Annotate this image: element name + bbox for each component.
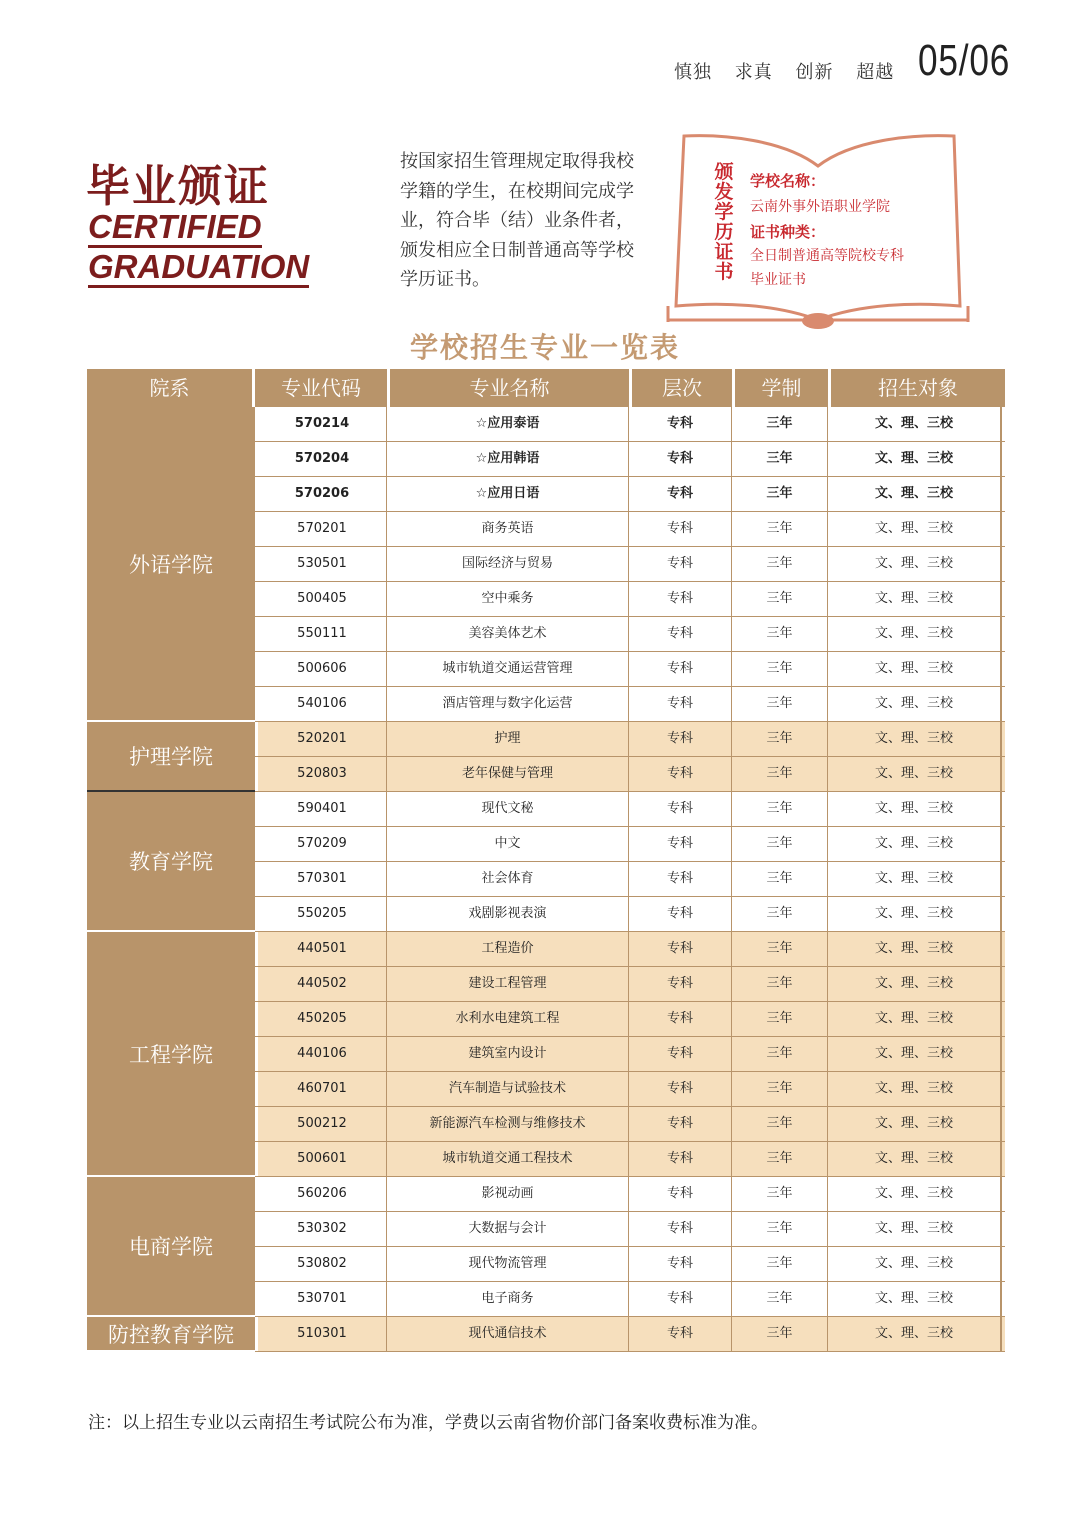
target-cell: 文、理、三校 bbox=[828, 827, 1002, 861]
target-cell: 文、理、三校 bbox=[828, 1002, 1002, 1036]
duration-cell: 三年 bbox=[732, 442, 828, 476]
target-cell: 文、理、三校 bbox=[828, 1177, 1002, 1211]
level-cell: 专科 bbox=[629, 792, 732, 826]
table-row bbox=[255, 1142, 1005, 1177]
duration-cell: 三年 bbox=[732, 862, 828, 896]
major-code-cell: 540106 bbox=[255, 687, 387, 721]
major-name-cell: 老年保健与管理 bbox=[387, 757, 629, 791]
school-name: 云南外事外语职业学院 bbox=[750, 199, 890, 215]
level-cell: 专科 bbox=[629, 442, 732, 476]
major-code-cell: 570301 bbox=[255, 862, 387, 896]
level-cell: 专科 bbox=[629, 407, 732, 441]
target-cell: 文、理、三校 bbox=[828, 442, 1002, 476]
department-group bbox=[87, 932, 1005, 1177]
duration-cell: 三年 bbox=[732, 897, 828, 931]
page-number: 05/06 bbox=[918, 36, 1011, 85]
major-code-cell: 550111 bbox=[255, 617, 387, 651]
table-row bbox=[255, 932, 1005, 967]
level-cell: 专科 bbox=[629, 1212, 732, 1246]
major-name-cell: 现代文秘 bbox=[387, 792, 629, 826]
level-cell: 专科 bbox=[629, 932, 732, 966]
table-row bbox=[255, 1317, 1005, 1352]
target-cell: 文、理、三校 bbox=[828, 1212, 1002, 1246]
page-title-en-line2: GRADUATION bbox=[88, 250, 309, 288]
page-title: 毕业颁证 bbox=[86, 161, 270, 212]
major-code-cell: 500601 bbox=[255, 1142, 387, 1176]
certificate-type-line2: 毕业证书 bbox=[750, 272, 806, 288]
major-name-cell: 现代通信技术 bbox=[387, 1317, 629, 1351]
target-cell: 文、理、三校 bbox=[828, 547, 1002, 581]
table-row bbox=[255, 617, 1005, 652]
major-name-cell: ☆应用韩语 bbox=[387, 442, 629, 476]
motto-word: 求真 bbox=[734, 62, 773, 83]
department-cell: 教育学院 bbox=[87, 792, 255, 932]
target-cell: 文、理、三校 bbox=[828, 1037, 1002, 1071]
target-cell: 文、理、三校 bbox=[828, 792, 1002, 826]
level-cell: 专科 bbox=[629, 827, 732, 861]
table-title: 学校招生专业一览表 bbox=[409, 331, 680, 364]
table-row bbox=[255, 1212, 1005, 1247]
table-row bbox=[255, 1247, 1005, 1282]
duration-cell: 三年 bbox=[732, 932, 828, 966]
footnote: 注：以上招生专业以云南招生考试院公布为准，学费以云南省物价部门备案收费标准为准。 bbox=[88, 1413, 768, 1433]
duration-cell: 三年 bbox=[732, 722, 828, 756]
motto bbox=[674, 58, 910, 84]
department-cell: 工程学院 bbox=[87, 932, 255, 1177]
duration-cell: 三年 bbox=[732, 1317, 828, 1351]
duration-cell: 三年 bbox=[732, 792, 828, 826]
target-cell: 文、理、三校 bbox=[828, 652, 1002, 686]
motto-word: 超越 bbox=[856, 62, 895, 83]
major-code-cell: 500212 bbox=[255, 1107, 387, 1141]
motto-word: 慎独 bbox=[674, 62, 712, 83]
table-row bbox=[255, 547, 1005, 582]
level-cell: 专科 bbox=[629, 617, 732, 651]
level-cell: 专科 bbox=[629, 652, 732, 686]
department-group bbox=[87, 1317, 1005, 1352]
major-code-cell: 500606 bbox=[255, 652, 387, 686]
level-cell: 专科 bbox=[629, 477, 732, 511]
target-cell: 文、理、三校 bbox=[828, 1072, 1002, 1106]
table-row bbox=[255, 512, 1005, 547]
table-row bbox=[255, 722, 1005, 757]
table-row bbox=[255, 1282, 1005, 1317]
target-cell: 文、理、三校 bbox=[828, 862, 1002, 896]
table-row bbox=[255, 407, 1005, 442]
table-header bbox=[87, 369, 1005, 407]
major-name-cell: 建筑室内设计 bbox=[387, 1037, 629, 1071]
duration-cell: 三年 bbox=[732, 687, 828, 721]
duration-cell: 三年 bbox=[732, 1282, 828, 1316]
table-body bbox=[87, 407, 1005, 1352]
level-cell: 专科 bbox=[629, 722, 732, 756]
major-code-cell: 570204 bbox=[255, 442, 387, 476]
major-code-cell: 500405 bbox=[255, 582, 387, 616]
major-name-cell: 现代物流管理 bbox=[387, 1247, 629, 1281]
duration-cell: 三年 bbox=[732, 1177, 828, 1211]
table-row bbox=[255, 757, 1005, 792]
level-cell: 专科 bbox=[629, 582, 732, 616]
major-code-cell: 560206 bbox=[255, 1177, 387, 1211]
duration-cell: 三年 bbox=[732, 1247, 828, 1281]
intro-paragraph: 按国家招生管理规定取得我校学籍的学生，在校期间完成学业，符合毕（结）业条件者，颁发相应全日制普通高等学校学历证书。 bbox=[400, 151, 634, 290]
duration-cell: 三年 bbox=[732, 512, 828, 546]
certificate-vertical-label: 颁发学历证书 bbox=[714, 161, 734, 283]
column-header: 专业名称 bbox=[390, 369, 632, 407]
major-code-cell: 530302 bbox=[255, 1212, 387, 1246]
major-name-cell: 国际经济与贸易 bbox=[387, 547, 629, 581]
level-cell: 专科 bbox=[629, 512, 732, 546]
target-cell: 文、理、三校 bbox=[828, 722, 1002, 756]
major-name-cell: ☆应用泰语 bbox=[387, 407, 629, 441]
duration-cell: 三年 bbox=[732, 1212, 828, 1246]
table-row bbox=[255, 477, 1005, 512]
level-cell: 专科 bbox=[629, 547, 732, 581]
department-group bbox=[87, 792, 1005, 932]
target-cell: 文、理、三校 bbox=[828, 897, 1002, 931]
level-cell: 专科 bbox=[629, 1107, 732, 1141]
level-cell: 专科 bbox=[629, 1002, 732, 1036]
table-row bbox=[255, 1002, 1005, 1037]
major-name-cell: 工程造价 bbox=[387, 932, 629, 966]
major-code-cell: 570201 bbox=[255, 512, 387, 546]
table-row bbox=[255, 967, 1005, 1002]
major-code-cell: 440501 bbox=[255, 932, 387, 966]
major-code-cell: 530701 bbox=[255, 1282, 387, 1316]
major-name-cell: 商务英语 bbox=[387, 512, 629, 546]
level-cell: 专科 bbox=[629, 1282, 732, 1316]
level-cell: 专科 bbox=[629, 1037, 732, 1071]
target-cell: 文、理、三校 bbox=[828, 757, 1002, 791]
major-code-cell: 570209 bbox=[255, 827, 387, 861]
major-code-cell: 550205 bbox=[255, 897, 387, 931]
major-code-cell: 440106 bbox=[255, 1037, 387, 1071]
department-group bbox=[87, 407, 1005, 722]
column-header: 专业代码 bbox=[255, 369, 390, 407]
major-name-cell: 护理 bbox=[387, 722, 629, 756]
major-name-cell: 建设工程管理 bbox=[387, 967, 629, 1001]
duration-cell: 三年 bbox=[732, 582, 828, 616]
duration-cell: 三年 bbox=[732, 1037, 828, 1071]
major-code-cell: 530501 bbox=[255, 547, 387, 581]
certificate-type-label: 证书种类： bbox=[750, 223, 826, 241]
department-cell: 电商学院 bbox=[87, 1177, 255, 1317]
major-name-cell: 大数据与会计 bbox=[387, 1212, 629, 1246]
major-code-cell: 440502 bbox=[255, 967, 387, 1001]
major-name-cell: 社会体育 bbox=[387, 862, 629, 896]
department-cell: 防控教育学院 bbox=[87, 1317, 255, 1352]
table-row bbox=[255, 1037, 1005, 1072]
major-code-cell: 570206 bbox=[255, 477, 387, 511]
major-code-cell: 460701 bbox=[255, 1072, 387, 1106]
major-code-cell: 570214 bbox=[255, 407, 387, 441]
table-row bbox=[255, 792, 1005, 827]
school-name-label: 学校名称： bbox=[750, 172, 826, 190]
table-row bbox=[255, 1177, 1005, 1212]
duration-cell: 三年 bbox=[732, 652, 828, 686]
column-header: 院系 bbox=[87, 369, 255, 407]
level-cell: 专科 bbox=[629, 1177, 732, 1211]
duration-cell: 三年 bbox=[732, 827, 828, 861]
major-name-cell: 中文 bbox=[387, 827, 629, 861]
target-cell: 文、理、三校 bbox=[828, 1142, 1002, 1176]
duration-cell: 三年 bbox=[732, 1142, 828, 1176]
target-cell: 文、理、三校 bbox=[828, 1282, 1002, 1316]
table-row bbox=[255, 1072, 1005, 1107]
major-name-cell: 戏剧影视表演 bbox=[387, 897, 629, 931]
target-cell: 文、理、三校 bbox=[828, 1107, 1002, 1141]
department-group bbox=[87, 722, 1005, 792]
majors-table bbox=[87, 369, 1005, 1352]
target-cell: 文、理、三校 bbox=[828, 967, 1002, 1001]
major-code-cell: 590401 bbox=[255, 792, 387, 826]
column-header: 招生对象 bbox=[878, 376, 958, 400]
target-cell: 文、理、三校 bbox=[828, 582, 1002, 616]
department-cell: 外语学院 bbox=[87, 407, 255, 722]
major-name-cell: 城市轨道交通工程技术 bbox=[387, 1142, 629, 1176]
target-cell: 文、理、三校 bbox=[828, 687, 1002, 721]
motto-word: 创新 bbox=[795, 62, 834, 83]
major-name-cell: 电子商务 bbox=[387, 1282, 629, 1316]
level-cell: 专科 bbox=[629, 967, 732, 1001]
major-name-cell: 影视动画 bbox=[387, 1177, 629, 1211]
major-code-cell: 510301 bbox=[255, 1317, 387, 1351]
major-name-cell: 新能源汽车检测与维修技术 bbox=[387, 1107, 629, 1141]
target-cell: 文、理、三校 bbox=[828, 477, 1002, 511]
column-header: 层次 bbox=[632, 369, 735, 407]
duration-cell: 三年 bbox=[732, 547, 828, 581]
level-cell: 专科 bbox=[629, 687, 732, 721]
major-name-cell: 酒店管理与数字化运营 bbox=[387, 687, 629, 721]
major-name-cell: 美容美体艺术 bbox=[387, 617, 629, 651]
table-row bbox=[255, 827, 1005, 862]
department-group bbox=[87, 1177, 1005, 1317]
table-row bbox=[255, 582, 1005, 617]
table-row bbox=[255, 652, 1005, 687]
target-cell: 文、理、三校 bbox=[828, 617, 1002, 651]
duration-cell: 三年 bbox=[732, 1002, 828, 1036]
major-code-cell: 530802 bbox=[255, 1247, 387, 1281]
level-cell: 专科 bbox=[629, 1072, 732, 1106]
table-row bbox=[255, 687, 1005, 722]
major-name-cell: 汽车制造与试验技术 bbox=[387, 1072, 629, 1106]
table-row bbox=[255, 862, 1005, 897]
target-cell: 文、理、三校 bbox=[828, 1247, 1002, 1281]
duration-cell: 三年 bbox=[732, 1072, 828, 1106]
major-code-cell: 450205 bbox=[255, 1002, 387, 1036]
duration-cell: 三年 bbox=[732, 967, 828, 1001]
major-code-cell: 520803 bbox=[255, 757, 387, 791]
major-name-cell: ☆应用日语 bbox=[387, 477, 629, 511]
level-cell: 专科 bbox=[629, 757, 732, 791]
duration-cell: 三年 bbox=[732, 617, 828, 651]
major-name-cell: 空中乘务 bbox=[387, 582, 629, 616]
target-cell: 文、理、三校 bbox=[828, 1317, 1002, 1351]
major-code-cell: 520201 bbox=[255, 722, 387, 756]
target-cell: 文、理、三校 bbox=[828, 932, 1002, 966]
table-row bbox=[255, 897, 1005, 932]
level-cell: 专科 bbox=[629, 1317, 732, 1351]
target-cell: 文、理、三校 bbox=[828, 407, 1002, 441]
level-cell: 专科 bbox=[629, 897, 732, 931]
level-cell: 专科 bbox=[629, 1142, 732, 1176]
page-title-en-line1: CERTIFIED bbox=[88, 210, 262, 248]
major-name-cell: 城市轨道交通运营管理 bbox=[387, 652, 629, 686]
duration-cell: 三年 bbox=[732, 407, 828, 441]
duration-cell: 三年 bbox=[732, 1107, 828, 1141]
certificate-type-line1: 全日制普通高等院校专科 bbox=[750, 248, 904, 264]
duration-cell: 三年 bbox=[732, 477, 828, 511]
major-name-cell: 水利水电建筑工程 bbox=[387, 1002, 629, 1036]
table-row bbox=[255, 442, 1005, 477]
column-header: 学制 bbox=[735, 369, 831, 407]
duration-cell: 三年 bbox=[732, 757, 828, 791]
table-row bbox=[255, 1107, 1005, 1142]
target-cell: 文、理、三校 bbox=[828, 512, 1002, 546]
level-cell: 专科 bbox=[629, 862, 732, 896]
department-cell: 护理学院 bbox=[87, 722, 255, 792]
level-cell: 专科 bbox=[629, 1247, 732, 1281]
